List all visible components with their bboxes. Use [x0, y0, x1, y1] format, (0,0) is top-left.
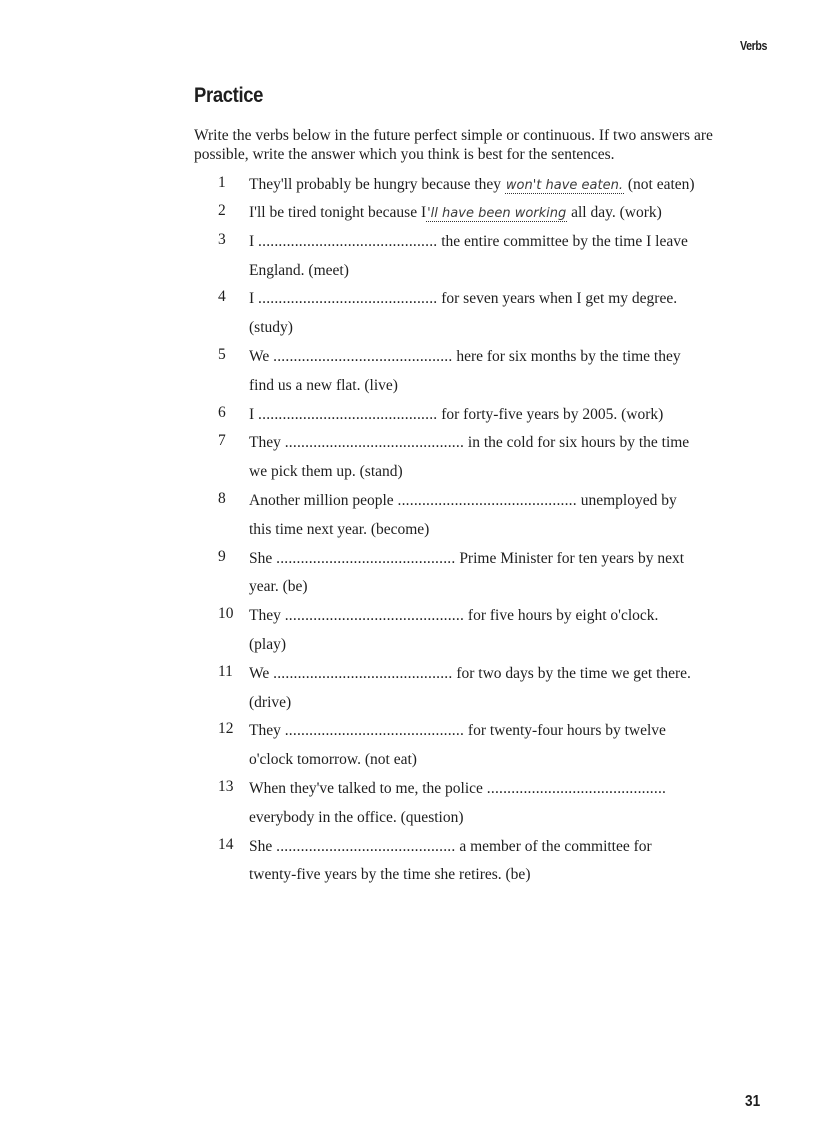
sentence-end: the entire committee by the time I leave [441, 232, 688, 250]
item-number: 13 [218, 777, 234, 795]
exercise-item-13 [218, 778, 778, 836]
sentence-continuation: (play) [249, 635, 287, 653]
sentence-start: Another million people [249, 491, 394, 509]
exercise-item-9 [218, 548, 778, 606]
exercise-item-5 [218, 346, 778, 404]
exercise-item-3 [218, 231, 778, 289]
exercise-item-7 [218, 432, 778, 490]
item-number: 2 [218, 202, 226, 220]
item-number: 7 [218, 432, 226, 450]
sentence-continuation: England. (meet) [249, 261, 349, 279]
sentence-continuation: (study) [249, 319, 293, 337]
answer-blank[interactable]: ............................................ [258, 232, 438, 250]
sentence-continuation: (drive) [249, 693, 292, 711]
sentence-start: I [249, 232, 255, 250]
exercise-item-4 [218, 288, 778, 346]
sentence-start: I [249, 405, 255, 423]
sentence-continuation: o'clock tomorrow. (not eat) [249, 751, 417, 769]
sentence-start: They [249, 722, 281, 740]
sentence-continuation: we pick them up. (stand) [249, 463, 403, 481]
sentence-continuation: twenty-five years by the time she retires. (be) [249, 866, 531, 884]
answer-blank[interactable]: ............................................ [276, 837, 456, 855]
exercise-list [218, 174, 778, 893]
item-number: 6 [218, 403, 226, 421]
page-number: 31 [745, 1093, 761, 1110]
sentence-start: She [249, 837, 273, 855]
sentence-start: When they've talked to me, the police [249, 779, 483, 797]
exercise-item-11 [218, 663, 778, 721]
answer-blank[interactable]: ............................................ [276, 549, 456, 567]
sentence-end: for two days by the time we get there. [456, 664, 691, 682]
exercise-item-8 [218, 490, 778, 548]
exercise-item-14 [218, 836, 778, 894]
item-number: 9 [218, 547, 226, 565]
sentence-end: (not eaten) [627, 176, 695, 193]
instructions-text: Write the verbs below in the future perfect simple or continuous. If two answers are possible, write the answer which you think is best for the sentences. [194, 127, 713, 163]
sentence-continuation: find us a new flat. (live) [249, 376, 398, 394]
sentence-end: here for six months by the time they [456, 347, 681, 365]
sentence-end: a member of the committee for [459, 837, 652, 855]
answer-blank[interactable]: ............................................ [273, 664, 453, 682]
sentence-end: for five hours by eight o'clock. [467, 607, 659, 625]
answer-field[interactable]: won't have eaten. [505, 178, 623, 193]
exercise-item-1 [218, 174, 778, 202]
sentence-end: Prime Minister for ten years by next [459, 549, 685, 567]
sentence-start: She [249, 549, 273, 567]
answer-blank[interactable]: ............................................ [284, 607, 465, 625]
item-number: 10 [218, 605, 234, 623]
sentence-end: all day. (work) [571, 204, 662, 222]
sentence-start: I [249, 290, 255, 308]
section-title: Practice [194, 84, 264, 107]
item-number: 5 [218, 345, 226, 363]
exercise-item-10 [218, 605, 778, 663]
answer-blank[interactable]: ............................................ [397, 491, 577, 509]
sentence-start: They'll probably be hungry because they [249, 176, 502, 193]
item-number: 14 [218, 835, 234, 853]
sentence-end: for forty-five years by 2005. (work) [441, 405, 664, 423]
sentence-start: I'll be tired tonight because I [249, 204, 427, 222]
answer-blank[interactable]: ............................................ [258, 405, 438, 423]
answer-blank[interactable]: ............................................ [486, 779, 667, 797]
item-number: 11 [218, 662, 233, 680]
sentence-continuation: year. (be) [249, 578, 308, 596]
exercise-item-12 [218, 720, 778, 778]
answer-blank[interactable]: ............................................ [284, 434, 465, 452]
item-number: 8 [218, 489, 226, 507]
answer-blank[interactable]: ............................................ [284, 722, 465, 740]
running-head: Verbs [740, 38, 767, 53]
item-number: 12 [218, 720, 234, 738]
sentence-continuation: everybody in the office. (question) [249, 808, 464, 826]
sentence-end: in the cold for six hours by the time [467, 434, 690, 452]
exercise-item-6 [218, 404, 778, 433]
sentence-start: They [249, 607, 281, 625]
sentence-end: for seven years when I get my degree. [441, 290, 678, 308]
sentence-start: We [249, 347, 270, 365]
answer-blank[interactable]: ............................................ [273, 347, 453, 365]
sentence-start: They [249, 434, 281, 452]
item-number: 3 [218, 230, 226, 248]
sentence-end: unemployed by [580, 491, 677, 509]
sentence-continuation: this time next year. (become) [249, 520, 430, 538]
sentence-end: for twenty-four hours by twelve [467, 722, 666, 740]
answer-field[interactable]: 'll have been working [427, 206, 567, 222]
answer-blank[interactable]: ............................................ [258, 290, 438, 308]
exercise-item-2 [218, 202, 778, 230]
item-number: 4 [218, 288, 226, 306]
sentence-start: We [249, 664, 270, 682]
item-number: 1 [218, 174, 226, 191]
